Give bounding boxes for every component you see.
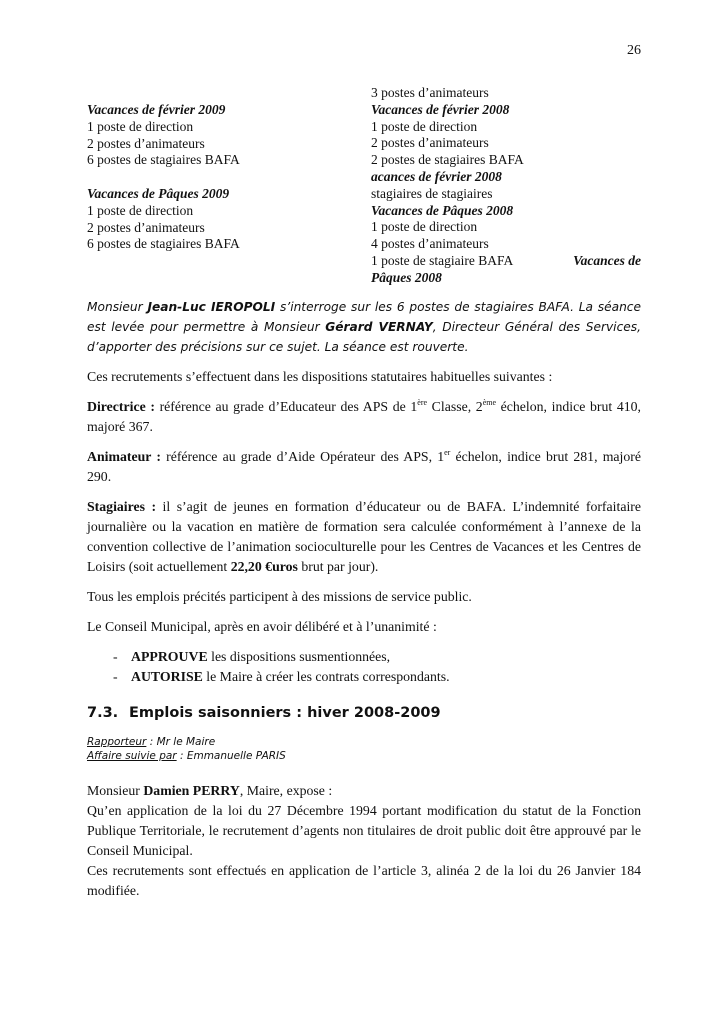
left-line: 1 poste de direction bbox=[87, 202, 194, 218]
superscript: ère bbox=[417, 398, 428, 407]
conseil-paragraph: Le Conseil Municipal, après en avoir délibéré et à l’unanimité : bbox=[87, 619, 437, 634]
final-paragraph bbox=[87, 781, 641, 901]
meta-value: : Mr le Maire bbox=[146, 736, 216, 748]
right-line: 4 postes d’animateurs bbox=[371, 236, 489, 252]
list-dash: - bbox=[113, 669, 118, 684]
person-name: Damien PERRY bbox=[143, 783, 240, 798]
text-run: , Maire, expose : bbox=[239, 783, 333, 798]
left-column bbox=[87, 102, 347, 253]
person-name: Jean-Luc IEROPOLI bbox=[147, 300, 276, 314]
right-line: Vacances de Pâques 2008 bbox=[371, 202, 514, 218]
right-line: acances de février 2008 bbox=[371, 168, 502, 184]
left-line: 6 postes de stagiaires BAFA bbox=[87, 236, 240, 252]
superscript: er bbox=[444, 448, 451, 457]
right-line: stagiaires de stagiaires bbox=[371, 185, 493, 201]
document-body bbox=[87, 297, 641, 901]
text-run: s’interroge sur les 6 postes de stagiaires BAFA. La séance est levée pour permettre à Monsieur bbox=[87, 300, 641, 334]
right-line: 2 postes de stagiaires BAFA bbox=[371, 152, 524, 168]
directrice-paragraph bbox=[87, 397, 641, 437]
right-line: Vacances de février 2008 bbox=[371, 101, 510, 117]
animateur-paragraph bbox=[87, 447, 641, 487]
decision-list bbox=[87, 647, 641, 687]
intro-paragraph: Ces recrutements s’effectuent dans les dispositions statutaires habituelles suivantes : bbox=[87, 369, 553, 384]
meta-value: : Emmanuelle PARIS bbox=[176, 750, 286, 762]
decision-item bbox=[113, 647, 641, 667]
right-line: 2 postes d’animateurs bbox=[371, 135, 489, 151]
final-line: Ces recrutements sont effectués en application de l’article 3, alinéa 2 de la loi du 26 Janvier 184 modifiée. bbox=[87, 863, 641, 898]
right-column bbox=[371, 85, 641, 287]
section-heading bbox=[87, 703, 641, 723]
label: Directrice : bbox=[87, 399, 155, 414]
right-line-bold: Vacances de bbox=[573, 252, 641, 268]
person-name: Gérard VERNAY bbox=[325, 320, 433, 334]
text-run: échelon, indice brut 281, majoré 290. bbox=[87, 449, 642, 484]
right-line-plain: 1 poste de stagiaire BAFA bbox=[371, 252, 514, 268]
text-run: référence au grade d’Educateur des APS de 1 bbox=[154, 399, 418, 414]
page-number: 26 bbox=[627, 43, 641, 58]
right-line: 1 poste de direction bbox=[371, 219, 478, 235]
intervention-paragraph bbox=[87, 297, 641, 357]
decision-verb: AUTORISE bbox=[131, 669, 203, 684]
left-line: 6 postes de stagiaires BAFA bbox=[87, 152, 240, 168]
final-line bbox=[87, 781, 641, 801]
text-run: référence au grade d’Aide Opérateur des APS, 1 bbox=[160, 449, 445, 464]
text-run: les dispositions susmentionnées, bbox=[207, 649, 391, 664]
text-run: , Directeur Général des Services, d’apporter des précisions sur ce sujet. La séance est rouverte. bbox=[87, 320, 641, 354]
text-run: il s’agit de jeunes en formation d’éducateur ou de BAFA. L’indemnité forfaitaire journalière ou la vacation en matière de formation sera calculée conformément à l’annexe de la convention collective de l’animation socioculturelle pour les Centres de Vacances et les Centres de Loisirs (soit actuellement bbox=[87, 499, 641, 574]
service-public-paragraph: Tous les emplois précités participent à des missions de service public. bbox=[87, 589, 472, 604]
amount: 22,20 €uros bbox=[230, 559, 298, 574]
superscript: ème bbox=[482, 398, 497, 407]
section-title: Emplois saisonniers : hiver 2008-2009 bbox=[129, 705, 441, 721]
right-line: Pâques 2008 bbox=[371, 269, 442, 285]
final-line: Qu’en application de la loi du 27 Décembre 1994 portant modification du statut de la Fonction Publique Territoriale, le recrutement d’agents non titulaires de droit public doit être approuvé par le Conseil Municipal. bbox=[87, 803, 641, 858]
left-line: Vacances de février 2009 bbox=[87, 102, 226, 117]
left-line: 2 postes d’animateurs bbox=[87, 219, 205, 235]
rapporteur-line bbox=[87, 735, 641, 749]
left-line: 2 postes d’animateurs bbox=[87, 135, 205, 151]
label: Stagiaires : bbox=[87, 499, 157, 514]
right-line: 3 postes d’animateurs bbox=[371, 85, 489, 100]
text-run: Monsieur bbox=[87, 300, 148, 314]
stagiaires-paragraph bbox=[87, 497, 641, 577]
meta-label: Affaire suivie par bbox=[87, 750, 177, 762]
text-run: Classe, 2 bbox=[427, 399, 483, 414]
text-run: le Maire à créer les contrats correspondants. bbox=[202, 669, 450, 684]
right-line: 1 poste de direction bbox=[371, 118, 478, 134]
left-line: Vacances de Pâques 2009 bbox=[87, 185, 230, 201]
decision-verb: APPROUVE bbox=[131, 649, 208, 664]
left-line: 1 poste de direction bbox=[87, 118, 194, 134]
left-gap bbox=[87, 169, 347, 186]
text-run: Monsieur bbox=[87, 783, 144, 798]
list-dash: - bbox=[113, 649, 118, 664]
right-justified-line bbox=[371, 253, 641, 270]
label: Animateur : bbox=[87, 449, 161, 464]
decision-item bbox=[113, 667, 641, 687]
text-run: échelon, indice brut 410, majoré 367. bbox=[87, 399, 641, 434]
meta-label: Rapporteur bbox=[87, 736, 147, 748]
text-run: brut par jour). bbox=[297, 559, 379, 574]
meta-block bbox=[87, 735, 641, 763]
affaire-line bbox=[87, 749, 641, 763]
section-number: 7.3. bbox=[87, 705, 119, 721]
